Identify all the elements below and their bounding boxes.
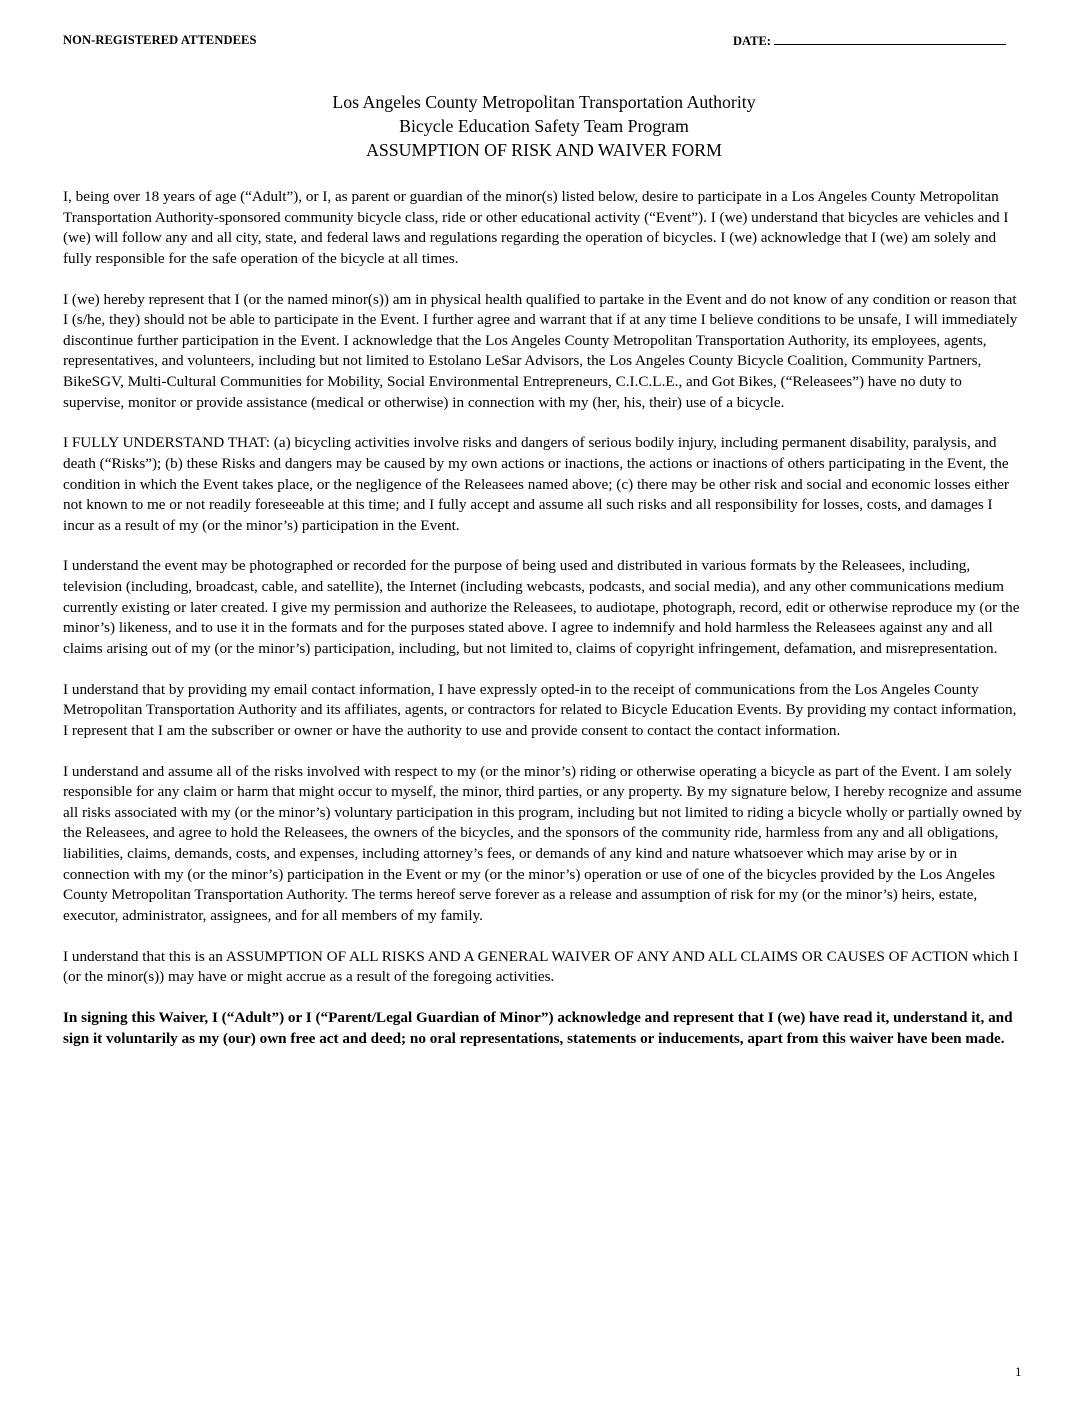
date-blank-line[interactable] [774, 33, 1006, 45]
document-titles [0, 90, 1088, 162]
waiver-body [63, 187, 1025, 1069]
title-agency: Los Angeles County Metropolitan Transportation Authority [332, 92, 756, 112]
paragraph-assumption-of-risk: I understand and assume all of the risks involved with respect to my (or the minor’s) riding or otherwise operating a bicycle as part of the Event. I am solely responsible for any claim or harm that might occur to myself, the minor, third parties, or any property. By my signature below, I hereby recognize and assume all risks associated with my (or the minor’s) voluntary participation in this program, including but not limited to riding a bicycle wholly or partially owned by the Releasees, and agree to hold the Releasees, the owners of the bicycles, and the sponsors of the community ride, harmless from any and all obligations, liabilities, claims, demands, costs, and expenses, including attorney’s fees, or demands of any kind and nature whatsoever which may arise by or in connection with my (or the minor’s) participation in the Event or my (or the minor’s) operation or use of one of the bicycles provided by the Los Angeles County Metropolitan Transportation Authority. The terms hereof serve forever as a release and assumption of risk for my (or the minor’s) heirs, estate, executor, administrator, assignees, and for all members of my family. [63, 762, 1022, 924]
date-label: DATE: [733, 34, 771, 48]
title-form-name: ASSUMPTION OF RISK AND WAIVER FORM [366, 140, 722, 160]
header-date [733, 33, 1006, 49]
paragraph-email-consent: I understand that by providing my email contact information, I have expressly opted-in to the receipt of communications from the Los Angeles County Metropolitan Transportation Authority and its affiliates, agents, or contractors for related to Bicycle Education Events. By providing my contact information, I represent that I am the subscriber or owner or have the authority to use and provide consent to contact the contact information. [63, 680, 1017, 739]
paragraph-signing-acknowledgement: In signing this Waiver, I (“Adult”) or I (“Parent/Legal Guardian of Minor”) acknowledge and represent that I (we) have read it, understand it, and sign it voluntarily as my (our) own free act and deed; no oral representations, statements or inducements, apart from this waiver have been made. [63, 1008, 1013, 1047]
title-program: Bicycle Education Safety Team Program [399, 116, 689, 136]
paragraph-general-waiver: I understand that this is an ASSUMPTION OF ALL RISKS AND A GENERAL WAIVER OF ANY AND ALL CLAIMS OR CAUSES OF ACTION which I (or the minor(s)) may have or might accrue as a result of the foregoing activities. [63, 947, 1019, 986]
header-attendee-type: NON-REGISTERED ATTENDEES [63, 33, 257, 47]
paragraph-participation: I, being over 18 years of age (“Adult”), or I, as parent or guardian of the minor(s) listed below, desire to participate in a Los Angeles County Metropolitan Transportation Authority-sponsored community bicycle class, ride or other educational activity (“Event”). I (we) understand that bicycles are vehicles and I (we) will follow any and all city, state, and federal laws and regulations regarding the operation of bicycles. I (we) acknowledge that I (we) am solely and fully responsible for the safe operation of the bicycle at all times. [63, 188, 1009, 267]
paragraph-health-representation: I (we) hereby represent that I (or the named minor(s)) am in physical health qualified to partake in the Event and do not know of any condition or reason that I (s/he, they) should not be able to participate in the Event. I further agree and warrant that if at any time I believe conditions to be unsafe, I will immediately discontinue further participation in the Event. I acknowledge that the Los Angeles County Metropolitan Transportation Authority, its employees, agents, representatives, and volunteers, including but not limited to Estolano LeSar Advisors, the Los Angeles County Bicycle Coalition, Community Partners, BikeSGV, Multi-Cultural Communities for Mobility, Social Environmental Entrepreneurs, C.I.C.L.E., and Got Bikes, (“Releasees”) have no duty to supervise, monitor or provide assistance (medical or otherwise) in connection with my (her, his, their) use of a bicycle. [63, 290, 1018, 411]
page-number: 1 [1015, 1364, 1022, 1379]
paragraph-media-release: I understand the event may be photographed or recorded for the purpose of being used and distributed in various formats by the Releasees, including, television (including, broadcast, cable, and satellite), the Internet (including webcasts, podcasts, and social media), and any other communications medium currently existing or later created. I give my permission and authorize the Releasees, to audiotape, photograph, record, edit or otherwise reproduce my (or the minor’s) likeness, and to use it in the formats and for the purposes stated above. I agree to indemnify and hold harmless the Releasees against any and all claims arising out of my (or the minor’s) participation, including, but not limited to, claims of copyright infringement, defamation, and misrepresentation. [63, 557, 1020, 657]
paragraph-risks: I FULLY UNDERSTAND THAT: (a) bicycling activities involve risks and dangers of serious bodily injury, including permanent disability, paralysis, and death (“Risks”); (b) these Risks and dangers may be caused by my own actions or inactions, the actions or inactions of others participating in the Event, the condition in which the Event takes place, or the negligence of the Releasees named above; (c) there may be other risk and social and economic losses either not known to me or not readily foreseeable at this time; and I fully accept and assume all such risks and all responsibility for losses, costs, and damages I incur as a result of my (or the minor’s) participation in the Event. [63, 434, 1009, 534]
